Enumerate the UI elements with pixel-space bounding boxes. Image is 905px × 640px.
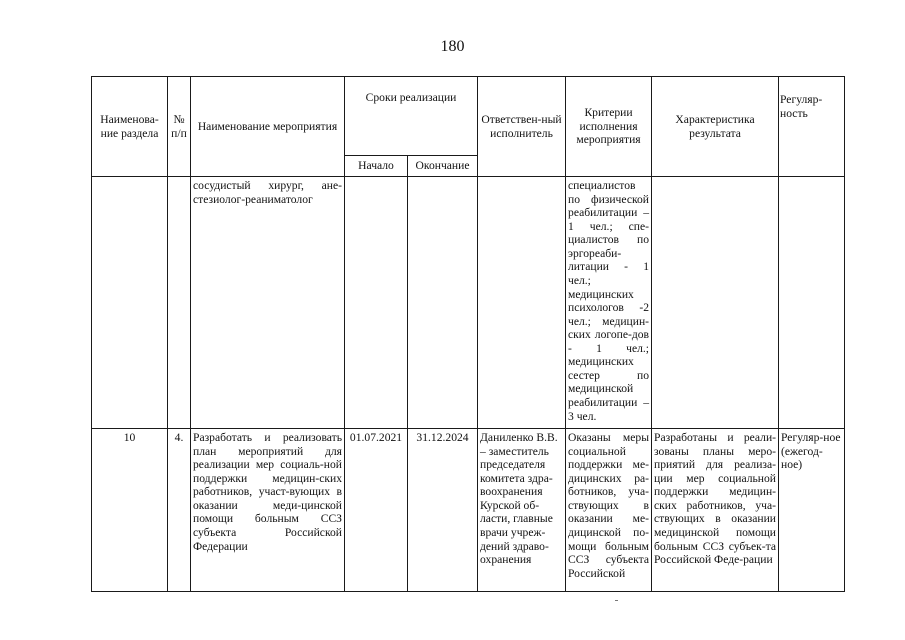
cell-number: 4. [168, 429, 191, 592]
cell-result: Разработаны и реали-зованы планы меро-приятий для реализа-ции мер социальной поддержки медицин-ских работников, уча-ствующих в оказании медицинской помощи больным ССЗ субъек-та Российской Феде-рации [652, 429, 779, 592]
cell-criteria: Оказаны меры социальной поддержки ме-дицинских ра-ботников, уча-ствующих в оказании ме-дицинской по-мощи больным ССЗ субъекта Российской [566, 429, 652, 592]
page-number: 180 [440, 38, 465, 55]
cell-regularity: Регуляр-ное (ежегод-ное) [779, 429, 845, 592]
header-measure-name: Наименование мероприятия [191, 77, 345, 177]
header-end: Окончание [408, 156, 478, 177]
cell-number [168, 177, 191, 429]
cell-start [345, 177, 408, 429]
cell-responsible: Даниленко В.В. – заместитель председателя комитета здра-воохранения Курской об-ласти, главные врачи учреж-дений здраво-охранения [478, 429, 566, 592]
cell-regularity [779, 177, 845, 429]
header-start: Начало [345, 156, 408, 177]
cell-responsible [478, 177, 566, 429]
cell-section [92, 177, 168, 429]
cell-criteria: специалистов по физической реабилитации – 1 чел.; спе-циалистов по эргореаби-литации - 1 чел.; медицинских психологов -2 чел.; медицин-ских логопе-дов - 1 чел.; медицинских сестер по медицинской реабилитации – 3 чел. [566, 177, 652, 429]
table-row [92, 429, 845, 592]
header-section-name: Наименова-ние раздела [92, 77, 168, 177]
header-deadlines: Сроки реализации [345, 77, 478, 156]
header-number: № п/п [168, 77, 191, 177]
header-regularity: Регуляр-ность [779, 77, 845, 177]
cell-measure: Разработать и реализовать план мероприятий для реализации мер социаль-ной поддержки медицин-ских работников, участ-вующих в оказании меди-цинской помощи больным ССЗ субъекта Российской Федерации [191, 429, 345, 592]
cell-measure: сосудистый хирург, ане-стезиолог-реаниматолог [191, 177, 345, 429]
table-row [92, 177, 845, 429]
header-criteria: Критерии исполнения мероприятия [566, 77, 652, 177]
header-result: Характеристика результата [652, 77, 779, 177]
cell-section: 10 [92, 429, 168, 592]
measures-table [91, 76, 845, 592]
cell-end: 31.12.2024 [408, 429, 478, 592]
cell-start: 01.07.2021 [345, 429, 408, 592]
header-responsible: Ответствен-ный исполнитель [478, 77, 566, 177]
scan-mark [615, 600, 618, 601]
cell-end [408, 177, 478, 429]
cell-result [652, 177, 779, 429]
